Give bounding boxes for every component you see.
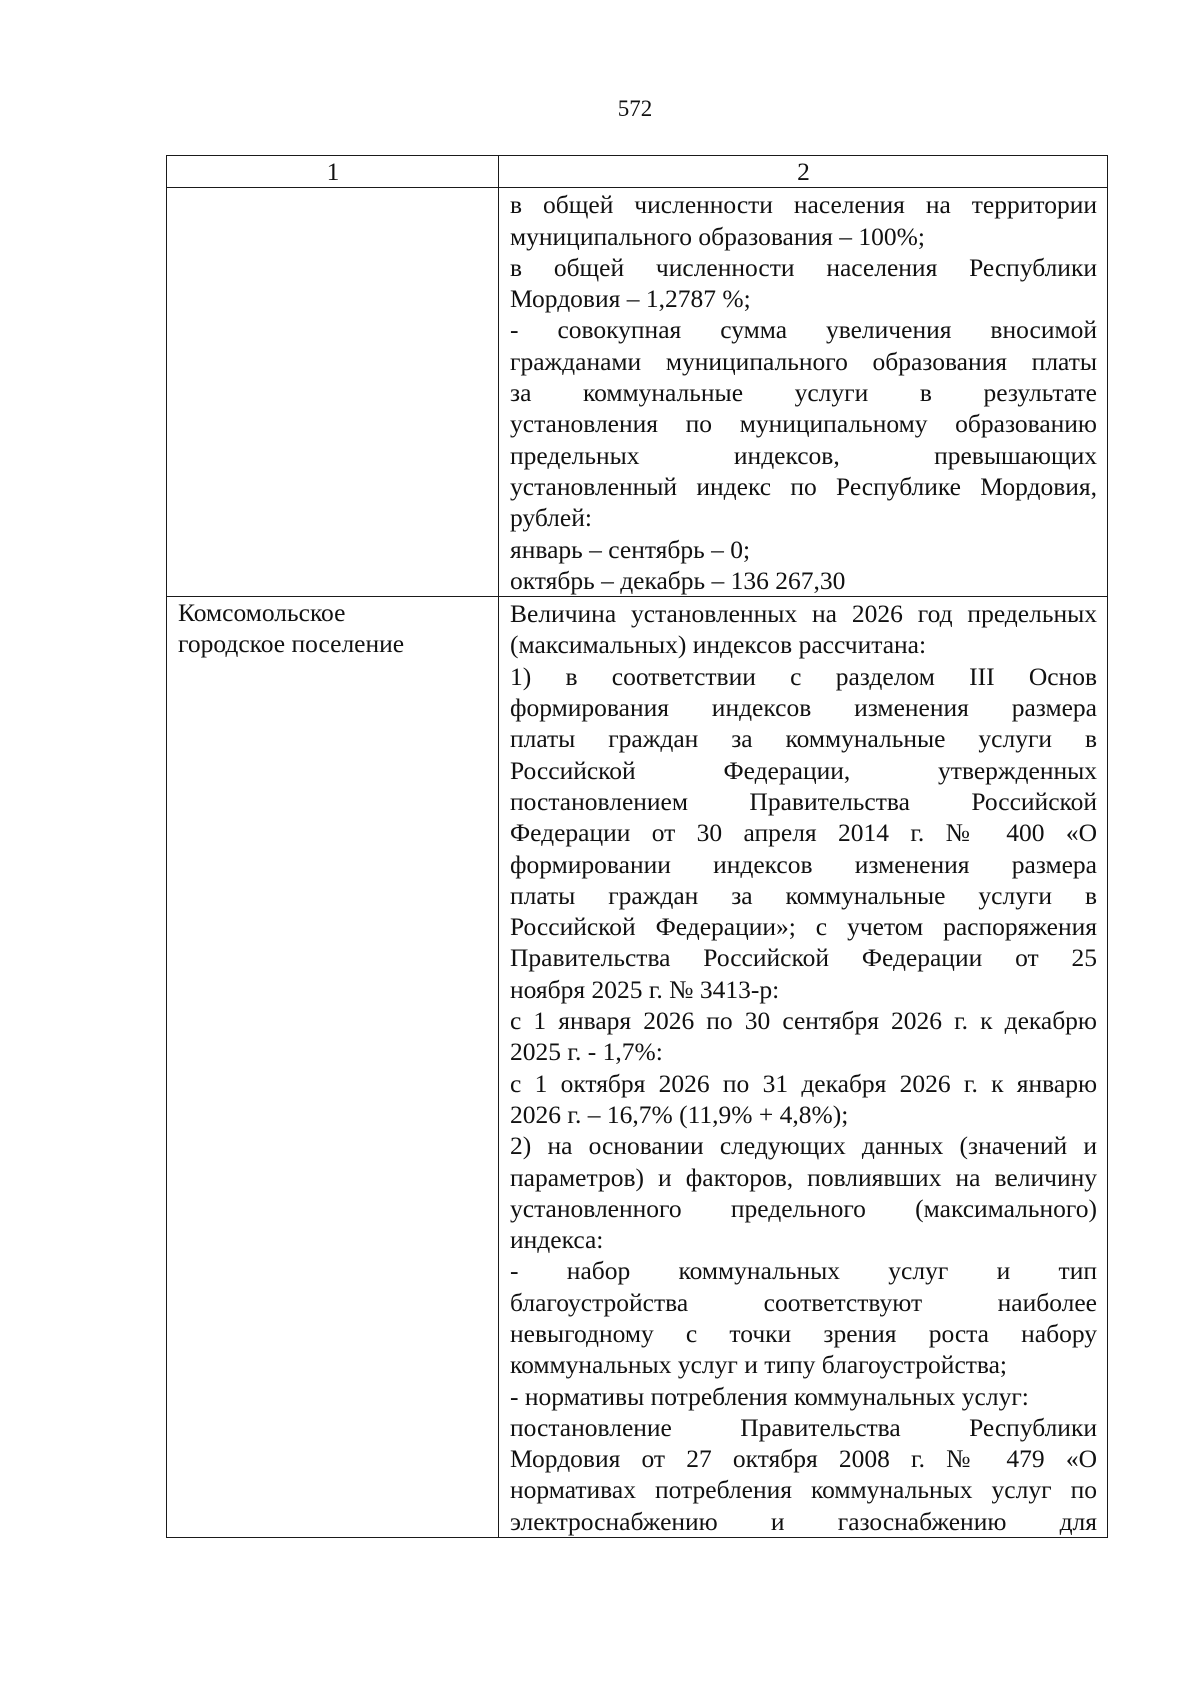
table-header-row	[167, 156, 1108, 188]
text-line: за коммунальные услуги в результате	[510, 378, 1097, 408]
header-cell-2: 2	[499, 156, 1108, 188]
text-line: октябрь – декабрь – 136 267,30	[510, 565, 846, 595]
text-line: нормативах потребления коммунальных услуг по	[510, 1475, 1097, 1505]
indices-table	[166, 155, 1108, 1538]
text-line: с 1 октября 2026 по 31 декабря 2026 г. к январю	[510, 1068, 1097, 1098]
table-row	[167, 188, 1108, 597]
text-line: благоустройства соответствуют наиболее	[510, 1287, 1097, 1317]
text-line: Правительства Российской Федерации от 25	[510, 943, 1097, 973]
text-line: постановлением Правительства Российской	[510, 786, 1097, 816]
text-line: муниципального образования – 100%;	[510, 221, 925, 251]
text-line: постановление Правительства Республики	[510, 1412, 1097, 1442]
municipality-name-line: городское поселение	[178, 629, 405, 659]
description-cell	[499, 597, 1108, 1538]
text-line: формировании индексов изменения размера	[510, 849, 1097, 879]
text-line: коммунальных услуг и типу благоустройства;	[510, 1350, 1008, 1380]
text-line: 1) в соответствии с разделом III Основ	[510, 661, 1097, 691]
text-line: Федерации от 30 апреля 2014 г. № 400 «О	[510, 818, 1097, 848]
text-line: Величина установленных на 2026 год предельных	[510, 599, 1097, 629]
text-line: платы граждан за коммунальные услуги в	[510, 724, 1097, 754]
municipality-cell	[167, 597, 499, 1538]
text-line: параметров) и факторов, повлиявших на величину	[510, 1162, 1097, 1192]
text-line: 2025 г. - 1,7%:	[510, 1037, 663, 1067]
text-line: 2) на основании следующих данных (значений и	[510, 1131, 1097, 1161]
text-line: рублей:	[510, 503, 592, 533]
text-line: - совокупная сумма увеличения вносимой	[510, 315, 1097, 345]
text-line: - нормативы потребления коммунальных услуг:	[510, 1381, 1029, 1411]
text-line: (максимальных) индексов рассчитана:	[510, 630, 927, 660]
text-line: Российской Федерации, утвержденных	[510, 755, 1097, 785]
municipality-cell-empty	[167, 188, 499, 597]
header-cell-1: 1	[167, 156, 499, 188]
text-line: установленный индекс по Республике Мордовия,	[510, 471, 1097, 501]
municipality-name-line: Комсомольское	[178, 598, 346, 628]
text-line: платы граждан за коммунальные услуги в	[510, 880, 1097, 910]
table-row	[167, 597, 1108, 1538]
text-line: в общей численности населения Республики	[510, 252, 1097, 282]
text-line: 2026 г. – 16,7% (11,9% + 4,8%);	[510, 1099, 849, 1129]
text-line: ноября 2025 г. № 3413-р:	[510, 974, 780, 1004]
text-line: предельных индексов, превышающих	[510, 440, 1097, 470]
text-line: установления по муниципальному образованию	[510, 409, 1097, 439]
text-line: Мордовия – 1,2787 %;	[510, 284, 751, 314]
text-line: электроснабжению и газоснабжению для	[510, 1506, 1097, 1536]
text-line: формирования индексов изменения размера	[510, 693, 1097, 723]
text-line: Мордовия от 27 октября 2008 г. № 479 «О	[510, 1444, 1097, 1474]
page-number: 572	[617, 96, 653, 121]
text-line: невыгодному с точки зрения роста набору	[510, 1318, 1097, 1348]
text-line: в общей численности населения на территории	[510, 190, 1097, 220]
text-line: индекса:	[510, 1225, 604, 1255]
text-line: - набор коммунальных услуг и тип	[510, 1256, 1097, 1286]
text-line: Российской Федерации»; с учетом распоряжения	[510, 912, 1097, 942]
text-line: установленного предельного (максимального)	[510, 1193, 1097, 1223]
text-line: гражданами муниципального образования платы	[510, 346, 1097, 376]
text-line: с 1 января 2026 по 30 сентября 2026 г. к декабрю	[510, 1006, 1097, 1036]
description-cell	[499, 188, 1108, 597]
text-line: январь – сентябрь – 0;	[510, 534, 751, 564]
